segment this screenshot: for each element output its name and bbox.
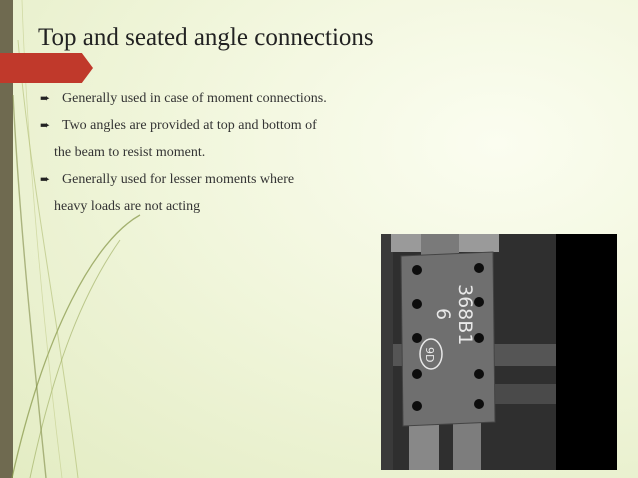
bullet-item	[40, 112, 380, 139]
arrow-bullet-icon: ➨	[40, 91, 51, 105]
photo-marking: 368B1	[454, 284, 476, 346]
bullet-continuation: the beam to resist moment.	[54, 145, 206, 160]
bullet-text: Generally used in case of moment connections.	[62, 91, 327, 106]
slide-title: Top and seated angle connections	[38, 24, 374, 51]
arrow-bullet-icon: ➨	[40, 118, 51, 132]
bullet-text: Two angles are provided at top and bottom of	[62, 118, 317, 133]
bullet-list	[40, 85, 380, 220]
bullet-item	[40, 166, 380, 193]
photo-marking: 6	[432, 308, 454, 321]
photo-marking: 9D	[423, 347, 436, 363]
title-accent-arrow	[0, 53, 93, 83]
bullet-item	[40, 85, 380, 112]
bullet-text: Generally used for lesser moments where	[62, 172, 295, 187]
angle-connection-photo	[381, 234, 617, 470]
bullet-continuation: heavy loads are not acting	[54, 199, 201, 214]
arrow-bullet-icon: ➨	[40, 172, 51, 186]
